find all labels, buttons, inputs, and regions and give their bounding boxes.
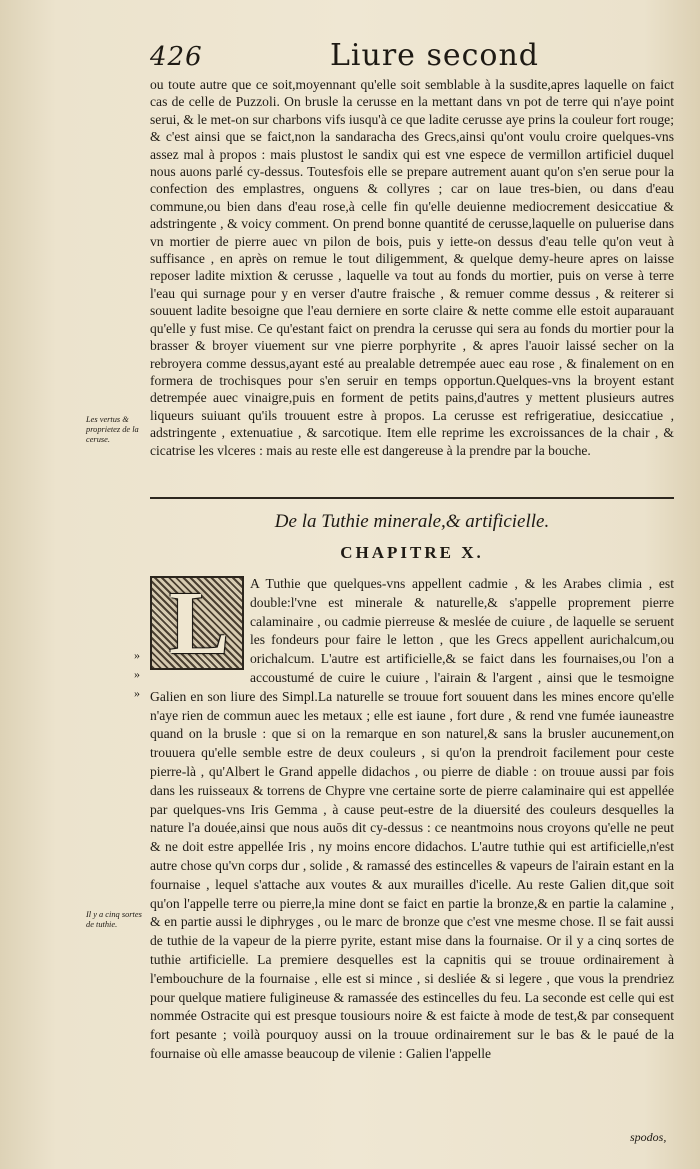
section-title: De la Tuthie minerale,& artificielle. [274, 511, 550, 532]
continuation-paragraph: ou toute autre que ce soit,moyennant qu'elle soit semblable à la susdite,apres laquelle on faict cas de celle de Puzzoli. On brusle la cerusse en la mettant dans vn pot de terre qui n'aye point serui, & le met-on sur charbons vifs iusqu'à ce que ladite cerusse aye prins la couleur fort rouge; & c'est ainsi que se faict,non la sandaracha des Grecs,ainsi qu'ont voulu croire quelques-vns assez mal à propos : mais plustost le sandix qui est vne espece de vermillon artificiel duquel nous auons parlé cy-dessus. Toutesfois elle se prepare autrement auant qu'on s'en serue pour la confection des emplastres, onguens & collyres ; car on laue tres-bien, ou dans d'eau commune,ou bien dans d'eau rose,à celle fin qu'elle deuienne mediocrement desiccatiue & adstringente , & voicy comment. On prend bonne quantité de cerusse,laquelle on puluerise dans vn mortier de pierre auec vn pilon de bois, puis y iette-on dessus d'eau telle qu'on veut à suffisance , en après on remue le tout diligemment, & quelque demy-heure apres on laisse reposer ladite mixtion & cerusse , laquelle va tout au fonds du mortier, puis on verse à terre l'eau qui surnage pour y en verser d'autre fraische , & remuer comme dessus , & reiterer si souuent ladite besoigne que l'eau derniere en sorte claire & nette comme elle estoit auparauant qu'elle y fust mise. Ce qu'estant faict on prendra la cerusse qui sera au fonds du mortier pour la brasser & broyer viuement sur vne pierre porphyrite , & apres l'auoir laissé secher on la rebroyera comme dessus,ayant esté au prealable detrempée auec eau rose , & finalement on en formera de trochisques pour s'en seruir en temps opportun.Quelques-vns la broyent estant detrempée auec vinaigre,puis en forment de petits pains,d'autres y mettent plusieurs autres liqueurs suiuant qu'ils trouuent estre à propos. La cerusse est refrigeratiue, desiccatiue , adstringente , extenuatiue , & sarcotique. Item elle reprime les excroissances de la chair , & cicatrise les vlceres : mais au reste elle est dangereuse à la prendre par la bouche. [150, 77, 674, 458]
quote-mark: » [134, 686, 140, 700]
running-title: Liure second [330, 38, 540, 73]
dropcap-space [150, 575, 250, 671]
section-divider [150, 497, 674, 499]
chapter-paragraph: A Tuthie que quelques-vns appellent cadmie , & les Arabes climia , est double:l'vne est minerale & naturelle,& s'appelle proprement pierre calaminaire , ou cadmie pierreuse & meslée de cuiure , de laquelle se seruent les fondeurs pour faire le letton , que les Grecs appellent aurichalcum,ou orichalcum. L'autre est artificielle,& se faict dans les fournaises,ou l'on a accoustumé de cuire le cuiure , l'airain & l'argent , ainsi que le tesmoigne Galien en son liure des Simpl.La naturelle se trouue fort souuent dans les mines encore qu'elle n'aye rien de commun auec les metaux ; elle est iaune , fort dure , & rend vne fumée iauneastre quand on la brusle : que si on la remarque en son naturel,& sans la brusler aucunement,on trouuera qu'elle semble estre de deux couleurs , si qu'on la prendroit facilement pour ceste pierre-là , qu'Albert le Grand appelle didachos , ou pierre de diable : on trouue aussi par fois dans les ruisseaux & torrens de Chypre vne certaine sorte de pierre calaminaire qui est appellée par quelques-vns Iris Gemma , à cause peut-estre de la diuersité des couleurs desquelles la nature l'a douée,ainsi que nous auōs dit cy-dessus : ce neantmoins nous croyons qu'elle ne peut & ne doit estre appellée Iris , ny moins encore didachos. L'autre tuthie qui est artificielle,n'est autre chose qu'vn corps dur , solide , & ramassé des estincelles & vapeurs de l'airain estant en la fournaise , lequel s'attache aux voutes & aux murailles d'icelle. Au reste Galien dit,que soit qu'on l'appelle terre ou pierre,la mine dont se faict en partie la bronze,& en partie la calamine , & en partie aussi le diphryges , ou le marc de bronze que c'est vne mesme chose. Il se fait aussi de tuthie de la vapeur de la pierre pyrite, estant mise dans la fournaise. Or il y a cinq sortes de tuthie artificielle. La premiere desquelles est la capnitis qui se trouue ordinairement à l'embouchure de la fournaise , elle est si mince , si desliée & si legere , que vous la prendriez pour quelque matiere fuligineuse & ramassée des estincelles du feu. La seconde est celle qui est nommée Ostracite qui est presque tousiours noire & est faicte à mode de test,& par consequent fort pesante ; voilà pourquoy aussi on la trouue ordinairement sur le bas & le paué de la fournaise où elle amasse beaucoup de vilenie : Galien l'appelle [150, 576, 674, 1061]
quote-mark: » [134, 648, 140, 662]
page-number: 426 [150, 42, 203, 72]
marginal-note-tuthie: Il y a cinq sortes de tuthie. [86, 910, 142, 929]
quote-marks [134, 646, 148, 703]
catchword: spodos, [630, 1130, 667, 1144]
quote-mark: » [134, 667, 140, 681]
running-head [150, 38, 690, 74]
chapter-text-block [150, 575, 674, 1064]
dropcap-letter: L [168, 574, 230, 673]
marginal-note-ceruse: Les vertus & proprietez de la ceruse. [86, 415, 139, 444]
continuation-text-block [150, 76, 674, 459]
chapter-heading: CHAPITRE X. [340, 543, 484, 562]
